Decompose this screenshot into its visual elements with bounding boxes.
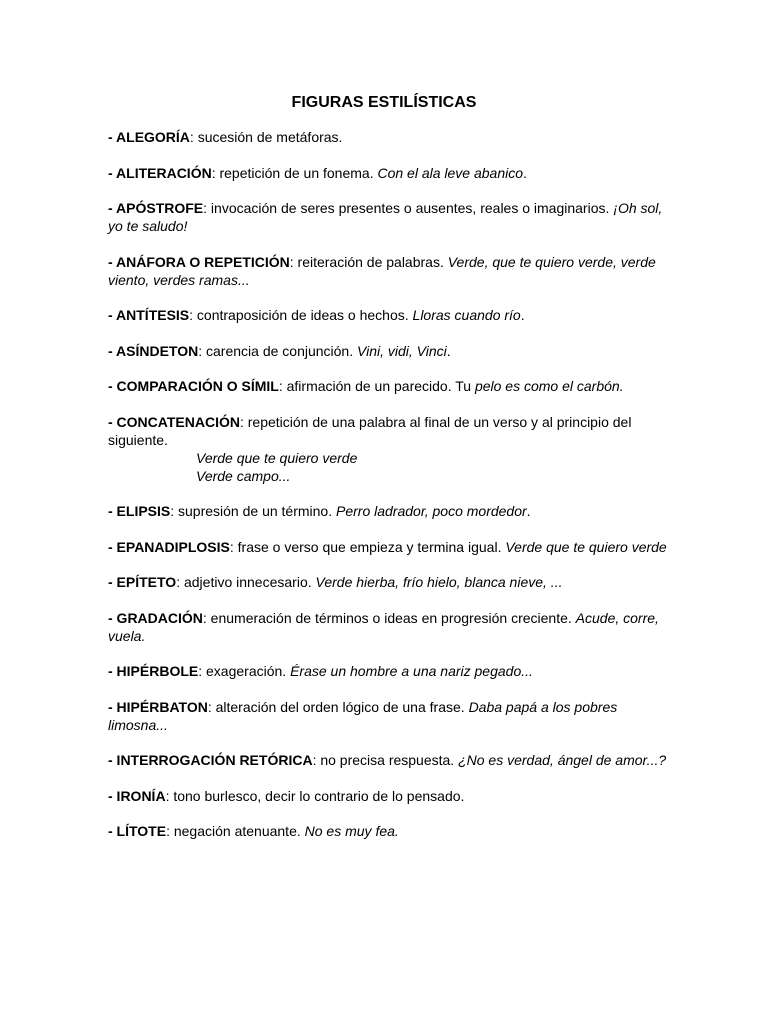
tail: . (526, 503, 531, 519)
entry-interrogacion (108, 751, 668, 769)
definition: : enumeración de términos o ideas en progresión creciente. (202, 609, 576, 626)
entry-elipsis (108, 502, 668, 520)
entry-antitesis (108, 306, 668, 324)
definition: : exageración. (198, 663, 291, 679)
term: - EPANADIPLOSIS (108, 538, 230, 555)
definition: : adjetivo innecesario. (176, 574, 316, 590)
example: ¡Oh sol, yo te saludo! (108, 200, 663, 234)
definition: : alteración del orden lógico de una frase. (207, 698, 469, 715)
entry-epanadiplosis (108, 538, 668, 556)
entry-comparacion (108, 377, 668, 395)
entry-epiteto (108, 573, 668, 591)
entry-apostrofe (108, 199, 668, 235)
entry-aliteracion (108, 164, 668, 182)
entry-alegoria (108, 128, 668, 146)
definition: : negación atenuante. (166, 823, 305, 839)
term: - EPÍTETO (108, 574, 177, 590)
term: - GRADACIÓN (108, 609, 203, 626)
entry-asindeton (108, 342, 668, 360)
definition: : afirmación de un parecido. Tu (278, 378, 475, 394)
verse-line: Verde que te quiero verde (196, 449, 358, 466)
term: - HIPÉRBATON (108, 698, 208, 715)
term: - ALITERACIÓN (108, 164, 212, 181)
term: - COMPARACIÓN O SÍMIL (108, 378, 279, 394)
example: Con el ala leve abanico (377, 164, 524, 181)
term: - HIPÉRBOLE (108, 663, 199, 679)
definition: : repetición de un fonema. (211, 164, 378, 181)
entry-hiperbole (108, 662, 668, 680)
term: - ANTÍTESIS (108, 307, 190, 323)
definition: : invocación de seres presentes o ausentes, reales o imaginarios. (203, 200, 614, 216)
example: Verde, que te quiero verde, verde viento, verdes ramas... (108, 253, 656, 288)
example: ¿No es verdad, ángel de amor...? (458, 752, 667, 768)
entry-concatenacion (108, 413, 668, 485)
definition: : reiteración de palabras. (289, 253, 448, 270)
verse-line: Verde campo... (196, 467, 291, 484)
example: Vini, vidi, Vinci (357, 342, 447, 359)
entry-gradacion (108, 609, 668, 645)
example: Perro ladrador, poco mordedor (336, 503, 527, 519)
example: Verde hierba, frío hielo, blanca nieve, ... (315, 574, 563, 590)
term: - IRONÍA (108, 787, 166, 804)
definition: : supresión de un término. (170, 503, 336, 519)
term: - CONCATENACIÓN (108, 413, 240, 430)
example: Verde que te quiero verde (505, 538, 667, 555)
example: Lloras cuando río (412, 307, 521, 323)
tail: . (523, 164, 527, 181)
tail: . (520, 307, 525, 323)
example: No es muy fea. (304, 823, 399, 839)
example: Daba papá a los pobres limosna... (108, 698, 618, 733)
definition: : contraposición de ideas o hechos. (189, 307, 413, 323)
entry-anafora (108, 253, 668, 289)
term: - ALEGORÍA (108, 129, 190, 145)
term: - INTERROGACIÓN RETÓRICA (108, 752, 313, 768)
definition: : repetición de una palabra al final de un verso y al principio del siguiente. (108, 413, 632, 448)
definition: : no precisa respuesta. (312, 752, 459, 768)
entry-ironia (108, 787, 668, 805)
definition: : tono burlesco, decir lo contrario de lo pensado. (165, 787, 465, 804)
tail: . (446, 342, 451, 359)
definition: : frase o verso que empieza y termina igual. (229, 538, 506, 555)
entry-hiperbaton (108, 698, 668, 734)
term: - APÓSTROFE (108, 200, 204, 216)
definition: : sucesión de metáforas. (189, 129, 343, 145)
term: - LÍTOTE (108, 823, 167, 839)
term: - ANÁFORA O REPETICIÓN (108, 253, 290, 270)
example: Acude, corre, vuela. (108, 609, 659, 644)
example: Érase un hombre a una nariz pegado... (290, 663, 533, 679)
entry-litote (108, 822, 668, 840)
term: - ELIPSIS (108, 503, 171, 519)
term: - ASÍNDETON (108, 342, 199, 359)
example: pelo es como el carbón. (474, 378, 624, 394)
definition: : carencia de conjunción. (198, 342, 357, 359)
document-title: FIGURAS ESTILÍSTICAS (291, 94, 477, 111)
figures-list (108, 128, 668, 858)
